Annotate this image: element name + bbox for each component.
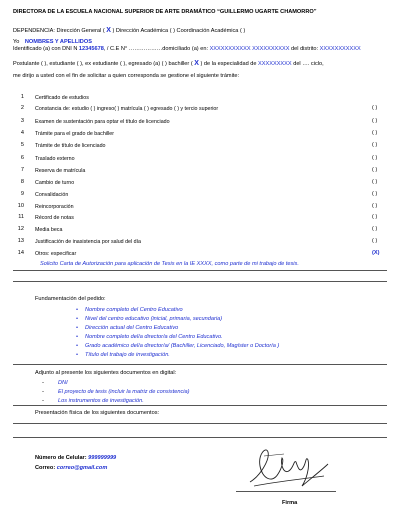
tramite-checkbox[interactable]: ( ) — [372, 118, 378, 124]
tramite-label: Constancia de: estudio ( ) ingreso( ) matrícula ( ) egresado ( ) y tercio superior — [35, 106, 219, 112]
district-label: del distrito: — [291, 46, 319, 52]
tramite-checkbox[interactable]: ( ) — [372, 191, 378, 197]
tramite-number: 9 — [20, 191, 24, 197]
divider — [13, 364, 387, 365]
status-line — [13, 60, 324, 67]
dependencia-mark[interactable]: X — [106, 27, 111, 34]
cycle-label: del …. ciclo, — [293, 61, 324, 67]
tramite-label: Reserva de matrícula — [35, 168, 86, 174]
speciality-label: ) de la especialidad de — [200, 61, 257, 67]
yo-label: Yo — [13, 39, 20, 45]
tramite-number: 10 — [17, 203, 24, 209]
email-value[interactable]: correo@gmail.com — [56, 465, 108, 471]
email-line — [35, 465, 107, 471]
signature-image — [244, 446, 330, 492]
divider — [13, 281, 387, 282]
tramite-checkbox[interactable]: ( ) — [372, 179, 378, 185]
dependencia-label: DEPENDENCIA: Dirección General ( — [13, 28, 105, 34]
adjunto-item[interactable]: - DNI — [42, 380, 68, 386]
fundamentacion-item[interactable]: • Nombre completo del Centro Educativo — [76, 307, 183, 313]
tramite-number: 7 — [20, 167, 24, 173]
request-line: me dirijo a usted con el fin de solicitar a quien corresponda se gestione el siguiente trámite: — [13, 73, 240, 79]
tramite-number: 6 — [20, 155, 24, 161]
tramite-number: 5 — [20, 142, 24, 148]
tramite-label: Cambio de turno — [35, 180, 75, 186]
tramite-number: 12 — [17, 226, 24, 232]
tramite-number: 11 — [18, 214, 24, 220]
email-label: Correo: — [35, 465, 56, 471]
status-mark[interactable]: X — [194, 60, 199, 67]
tramite-label: Récord de notas — [35, 215, 74, 221]
tramite-checkbox[interactable]: ( ) — [372, 142, 378, 148]
addressee-heading: DIRECTORA DE LA ESCUELA NACIONAL SUPERIOR DE ARTE DRAMÁTICO “GUILLERMO UGARTE CHAMORRO” — [13, 9, 317, 15]
tramite-label: Certificado de estudios — [35, 95, 89, 101]
identification-line — [13, 46, 361, 52]
phone-value[interactable]: 999999999 — [88, 455, 117, 461]
dependencia-options: ) Dirección Académica ( ) Coordinación Académica ( ) — [112, 28, 246, 34]
tramite-checkbox[interactable]: ( ) — [372, 226, 378, 232]
tramite-label: Justificación de inasistencia por salud del día — [35, 239, 141, 245]
tramite-checkbox[interactable]: ( ) — [372, 155, 378, 161]
presentacion-title: Presentación física de los siguientes documentos: — [35, 410, 160, 416]
tramite-checkbox[interactable]: ( ) — [372, 105, 378, 111]
phone-label: Número de Celular: — [35, 455, 87, 461]
tramite-label: Reincorporación — [35, 204, 74, 210]
tramite-number: 14 — [17, 250, 24, 256]
fundamentacion-title: Fundamentación del pedido: — [35, 296, 106, 302]
fundamentacion-item[interactable]: • Grado académico del/a director/a/ (Bachiller, Licenciado, Magíster o Doctor/a ) — [76, 343, 279, 349]
tramite-number: 1 — [20, 94, 24, 100]
fundamentacion-item[interactable]: • Nivel del centro educativo (inicial, primaria, secundaria) — [76, 316, 222, 322]
fundamentacion-item[interactable]: • Dirección actual del Centro Educativo — [76, 325, 178, 331]
signature-label: Firma — [282, 500, 298, 506]
address-value[interactable]: XXXXXXXXXXX XXXXXXXXXX — [209, 46, 290, 52]
fundamentacion-item[interactable]: • Nombre completo del/a director/a del Centro Educativo. — [76, 334, 223, 340]
id-label: Identificado (a) con DNI N — [13, 46, 78, 52]
tramite-label: Trámite de título de licenciado — [35, 143, 106, 149]
divider — [13, 423, 387, 424]
tramite-checkbox[interactable]: ( ) — [372, 167, 378, 173]
tramite-label: Examen de sustentación para optar el título de licenciado — [35, 119, 170, 125]
tramite-number: 4 — [20, 130, 24, 136]
tramite-number: 8 — [20, 179, 24, 185]
tramite-label: Traslado externo — [35, 156, 75, 162]
tramite-number: 3 — [20, 118, 24, 124]
district-value[interactable]: XXXXXXXXXXX — [319, 46, 361, 52]
dependencia-line — [13, 27, 245, 34]
tramite-checkbox[interactable]: ( ) — [372, 214, 378, 220]
tramite-label: Otros: especificar — [35, 251, 77, 257]
tramite-number: 13 — [17, 238, 24, 244]
tramite-checkbox[interactable]: (X) — [372, 250, 380, 256]
tramite-label: Trámite para el grado de bachiller — [35, 131, 115, 137]
tramite-checkbox[interactable]: ( ) — [372, 238, 378, 244]
tramite-checkbox[interactable]: ( ) — [372, 203, 378, 209]
tramite-number: 2 — [20, 105, 24, 111]
dni-value[interactable]: 12345678 — [78, 46, 104, 52]
fundamentacion-item[interactable]: • Título del trabajo de investigación. — [76, 352, 170, 358]
adjunto-item[interactable]: - Los instrumentos de investigación. — [42, 398, 144, 404]
tramite-label: Convalidación — [35, 192, 69, 198]
yo-line — [13, 39, 92, 45]
tramite-checkbox[interactable]: ( ) — [372, 130, 378, 136]
divider — [13, 437, 387, 438]
tramite-label: Media beca — [35, 227, 63, 233]
otros-detail[interactable]: Solicito Carta de Autorización para aplicación de Tesis en la IE XXXX, como parte de mi trabajo de tesis. — [40, 261, 299, 267]
adjuntos-title: Adjunto al presente los siguientes documentos en digital: — [35, 370, 177, 376]
divider — [13, 270, 387, 271]
signature-line — [236, 491, 336, 492]
ce-label: , / C.E N° ………………domiciliado (a) en: — [103, 46, 209, 52]
speciality-value[interactable]: XXXXXXXXX — [258, 61, 292, 67]
phone-line — [35, 455, 116, 461]
divider — [13, 405, 387, 406]
adjunto-item[interactable]: - El proyecto de tesis (incluir la matriz de consistencia) — [42, 389, 190, 395]
applicant-name[interactable]: NOMBRES Y APELLIDOS — [24, 39, 92, 45]
status-options: Postulante ( ), estudiante ( ), ex estudiante ( ), egresado (a) ( ) bachiller ( — [13, 61, 193, 67]
